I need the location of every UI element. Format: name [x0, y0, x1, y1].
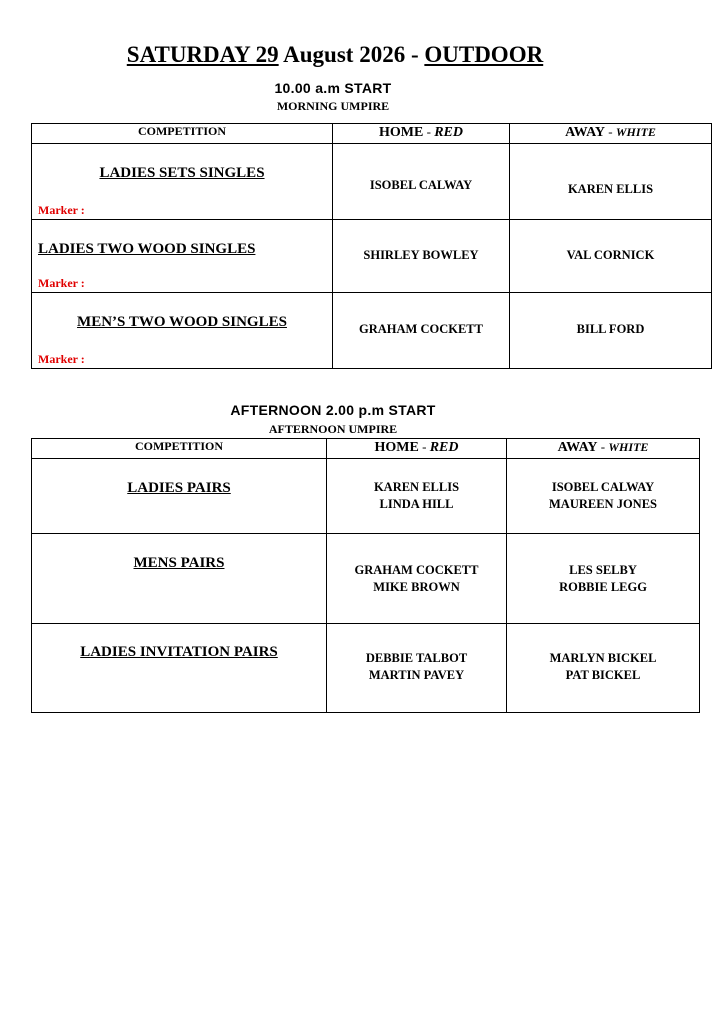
away-player: KAREN ELLIS [567, 182, 654, 196]
morning-header-row [32, 124, 712, 144]
home-player: SHIRLEY BOWLEY [363, 248, 479, 262]
away-player: ISOBEL CALWAY [551, 480, 655, 494]
away-player: LES SELBY [569, 563, 637, 577]
fixture-row [32, 144, 712, 220]
title-day: SATURDAY 29 [126, 42, 279, 67]
home-player: ISOBEL CALWAY [369, 178, 473, 192]
fixture-row [32, 459, 700, 534]
competition-cell [32, 293, 333, 369]
home-player: GRAHAM COCKETT [354, 563, 479, 577]
home-player: LINDA HILL [379, 497, 454, 511]
competition-cell [32, 534, 327, 624]
away-players-cell [507, 624, 700, 713]
column-header-competition: COMPETITION [32, 439, 327, 459]
away-player: PAT BICKEL [565, 668, 641, 682]
column-header-away: AWAY - WHITE [510, 124, 712, 144]
home-player: MARTIN PAVEY [368, 668, 465, 682]
away-player-cell [510, 220, 712, 293]
competition-name: LADIES TWO WOOD SINGLES [38, 241, 256, 257]
fixture-row [32, 624, 700, 713]
away-player: VAL CORNICK [566, 248, 655, 262]
away-player-cell [510, 293, 712, 369]
competition-cell [32, 144, 333, 220]
home-player-cell [333, 293, 510, 369]
morning-fixtures-table [31, 123, 712, 369]
fixture-row [32, 534, 700, 624]
home-player: DEBBIE TALBOT [365, 651, 468, 665]
home-players-cell [327, 624, 507, 713]
home-player: GRAHAM COCKETT [359, 322, 483, 336]
column-header-competition: COMPETITION [32, 124, 333, 144]
competition-cell [32, 624, 327, 713]
title-date: August 2026 - [278, 42, 425, 67]
home-players-cell [327, 534, 507, 624]
competition-cell [32, 459, 327, 534]
competition-name: LADIES PAIRS [127, 480, 231, 496]
morning-umpire-label: MORNING UMPIRE [276, 99, 390, 113]
fixture-row [32, 220, 712, 293]
marker-label: Marker : [38, 276, 85, 290]
away-players-cell [507, 534, 700, 624]
column-header-home: HOME - RED [333, 124, 510, 144]
competition-cell [32, 220, 333, 293]
fixture-row [32, 293, 712, 369]
page-title [0, 42, 670, 68]
away-player: BILL FORD [576, 322, 645, 336]
afternoon-header-row [32, 439, 700, 459]
competition-name: LADIES INVITATION PAIRS [80, 644, 278, 660]
home-player: MIKE BROWN [373, 580, 460, 594]
afternoon-fixtures-table [31, 438, 700, 713]
away-player: ROBBIE LEGG [559, 580, 647, 594]
afternoon-start-time: AFTERNOON 2.00 p.m START [230, 402, 436, 418]
competition-name: LADIES SETS SINGLES [99, 165, 265, 181]
afternoon-umpire-label: AFTERNOON UMPIRE [268, 422, 398, 436]
home-player-cell [333, 144, 510, 220]
column-header-home: HOME - RED [327, 439, 507, 459]
marker-label: Marker : [38, 352, 85, 366]
title-venue: OUTDOOR [424, 42, 544, 67]
away-player: MAUREEN JONES [549, 497, 657, 511]
home-player-cell [333, 220, 510, 293]
column-header-away: AWAY - WHITE [507, 439, 700, 459]
away-player-cell [510, 144, 712, 220]
home-players-cell [327, 459, 507, 534]
competition-name: MENS PAIRS [133, 555, 225, 571]
marker-label: Marker : [38, 203, 85, 217]
away-player: MARLYN BICKEL [549, 651, 657, 665]
morning-start-time: 10.00 a.m START [274, 80, 392, 96]
home-player: KAREN ELLIS [373, 480, 460, 494]
competition-name: MEN’S TWO WOOD SINGLES [77, 314, 287, 330]
away-players-cell [507, 459, 700, 534]
